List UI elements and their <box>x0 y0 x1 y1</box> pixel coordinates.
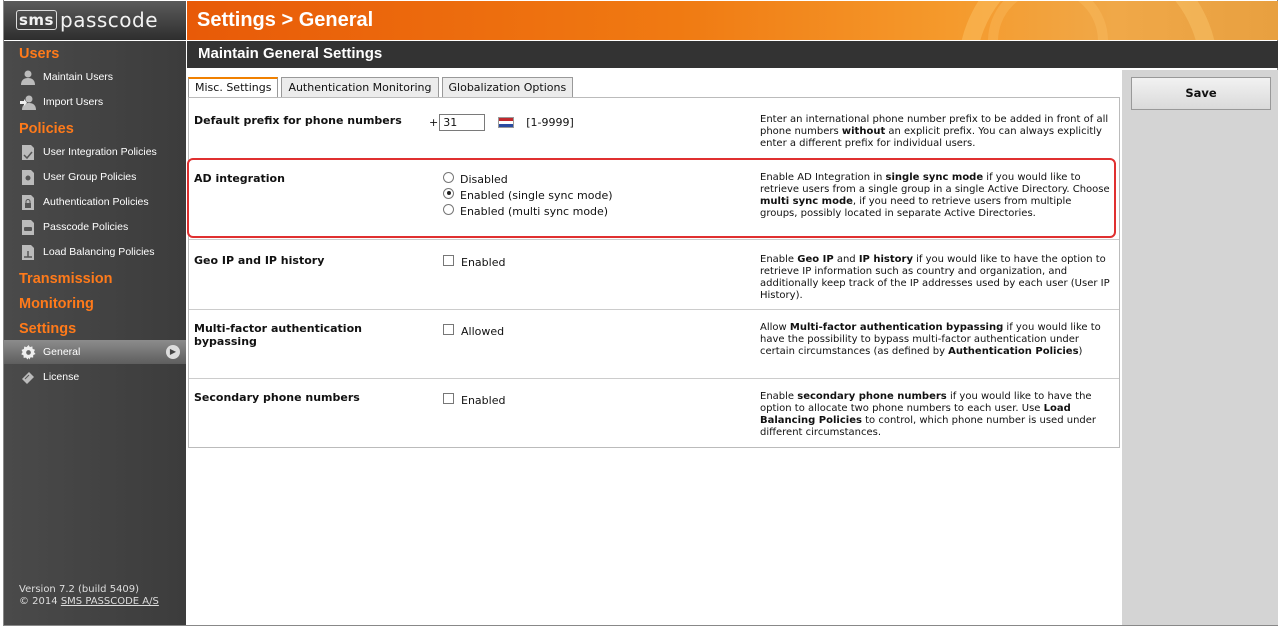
page-title: Settings > General <box>197 9 374 31</box>
prefix-range: [1-9999] <box>526 116 574 129</box>
geo-ip-checkbox[interactable] <box>443 256 505 269</box>
save-button[interactable]: Save <box>1131 77 1271 110</box>
sidebar-item-label: Load Balancing Policies <box>43 246 155 258</box>
sidebar-item-load-balancing-policies[interactable] <box>4 240 186 264</box>
radio-label: Disabled <box>460 172 508 186</box>
logo <box>4 1 186 40</box>
setting-description: Enable secondary phone numbers if you would like to have the option to allocate two phone numbers to each user. Use Load Balancing Policies to control, which phone number is used under different circumstances. <box>760 391 1097 438</box>
sidebar-item-import-users[interactable] <box>4 90 186 114</box>
policy-icon <box>19 144 37 160</box>
setting-row-geo-ip <box>189 240 1119 310</box>
setting-row-prefix <box>189 98 1119 158</box>
license-icon <box>19 369 37 385</box>
logo-text: passcode <box>60 8 159 32</box>
sidebar-section-transmission[interactable]: Transmission <box>19 271 113 287</box>
checkbox[interactable] <box>443 255 454 266</box>
setting-description: Allow Multi-factor authentication bypassing if you would like to have the possibility to bypass multi-factor authentication under certain circumstances (as defined by Authentication Policies) <box>760 322 1101 357</box>
header-bar <box>187 1 1278 40</box>
mfa-control <box>443 325 504 338</box>
secondary-phone-checkbox[interactable] <box>443 394 505 407</box>
setting-label <box>194 322 362 348</box>
user-icon <box>19 69 37 85</box>
sidebar-item-user-integration-policies[interactable] <box>4 140 186 164</box>
checkbox-label: Allowed <box>461 325 505 338</box>
gear-icon <box>19 344 37 360</box>
sidebar-item-general[interactable] <box>4 340 186 364</box>
company-link[interactable]: SMS PASSCODE A/S <box>60 596 159 607</box>
setting-description: Enter an international phone number prefix to be added in front of all phone numbers without an explicit prefix. You can always explicitly enter a different prefix for individual users. <box>760 114 1109 149</box>
sidebar-item-label: Passcode Policies <box>43 221 129 233</box>
sidebar-footer <box>19 584 159 608</box>
checkbox[interactable] <box>443 393 454 404</box>
sidebar-item-label: Maintain Users <box>43 71 114 83</box>
setting-label-line2: bypassing <box>194 335 257 348</box>
checkbox[interactable] <box>443 324 454 335</box>
sidebar-item-label: Authentication Policies <box>43 196 149 208</box>
sidebar-item-license[interactable] <box>4 365 186 389</box>
sidebar-item-label: User Integration Policies <box>43 146 157 158</box>
chevron-right-icon: ▶ <box>166 345 180 359</box>
action-panel <box>1122 70 1278 625</box>
setting-row-secondary-phone <box>189 379 1119 448</box>
setting-label: Secondary phone numbers <box>194 391 360 404</box>
setting-label: Default prefix for phone numbers <box>194 114 402 127</box>
sidebar-section-users[interactable]: Users <box>19 46 60 62</box>
radio-label: Enabled (multi sync mode) <box>460 204 609 218</box>
sidebar-section-policies[interactable]: Policies <box>19 121 74 137</box>
checkbox-label: Enabled <box>461 256 506 269</box>
setting-label: AD integration <box>194 172 285 185</box>
tab-globalization-options[interactable]: Globalization Options <box>442 77 574 97</box>
setting-description: Enable AD Integration in single sync mode if you would like to retrieve users from a single group in a single Active Directory. Choose multi sync mode, if you need to retrieve users from multiple groups, possibly located in separate Active Directories. <box>760 172 1110 219</box>
setting-label: Geo IP and IP history <box>194 254 325 267</box>
prefix-plus: + <box>429 116 439 129</box>
geo-control <box>443 256 505 269</box>
radio-label: Enabled (single sync mode) <box>460 188 613 202</box>
setting-label-line1: Multi-factor authentication <box>194 322 362 335</box>
header-decoration-small <box>988 1 1108 40</box>
version-text: Version 7.2 (build 5409) <box>19 584 140 595</box>
sidebar-section-settings[interactable]: Settings <box>19 321 77 337</box>
prefix-input[interactable]: 31 <box>439 114 485 131</box>
sidebar-item-label: General <box>43 346 81 358</box>
sidebar-item-label: Import Users <box>43 96 104 108</box>
settings-panel <box>188 97 1120 448</box>
setting-description: Enable Geo IP and IP history if you would like to have the option to retrieve IP information such as country and organization, and additionally keep track of the IP addresses used by each user (User IP History). <box>760 254 1110 301</box>
sidebar-item-label: License <box>43 371 80 383</box>
lock-icon <box>19 194 37 210</box>
policy-icon <box>19 244 37 260</box>
tab-authentication-monitoring[interactable]: Authentication Monitoring <box>281 77 438 97</box>
section-header: Maintain General Settings <box>187 41 1278 68</box>
secondary-control <box>443 394 505 407</box>
passcode-icon <box>19 219 37 235</box>
user-import-icon <box>19 94 37 110</box>
tab-bar <box>188 77 576 98</box>
sidebar-item-user-group-policies[interactable] <box>4 165 186 189</box>
prefix-control <box>429 114 574 131</box>
logo-sms: sms <box>16 10 57 30</box>
sidebar-section-monitoring[interactable]: Monitoring <box>19 296 94 312</box>
tab-misc-settings[interactable]: Misc. Settings <box>188 77 278 98</box>
sidebar-item-passcode-policies[interactable] <box>4 215 186 239</box>
sidebar-item-maintain-users[interactable] <box>4 65 186 89</box>
highlight-box <box>187 158 1116 238</box>
mfa-bypass-checkbox[interactable] <box>443 325 504 338</box>
setting-row-mfa-bypass <box>189 310 1119 379</box>
checkbox-label: Enabled <box>461 394 506 407</box>
copyright-text: © 2014 <box>19 596 58 607</box>
netherlands-flag-icon <box>498 117 514 128</box>
policy-icon <box>19 169 37 185</box>
sidebar <box>4 41 186 625</box>
sidebar-item-authentication-policies[interactable] <box>4 190 186 214</box>
sidebar-item-label: User Group Policies <box>43 171 137 183</box>
